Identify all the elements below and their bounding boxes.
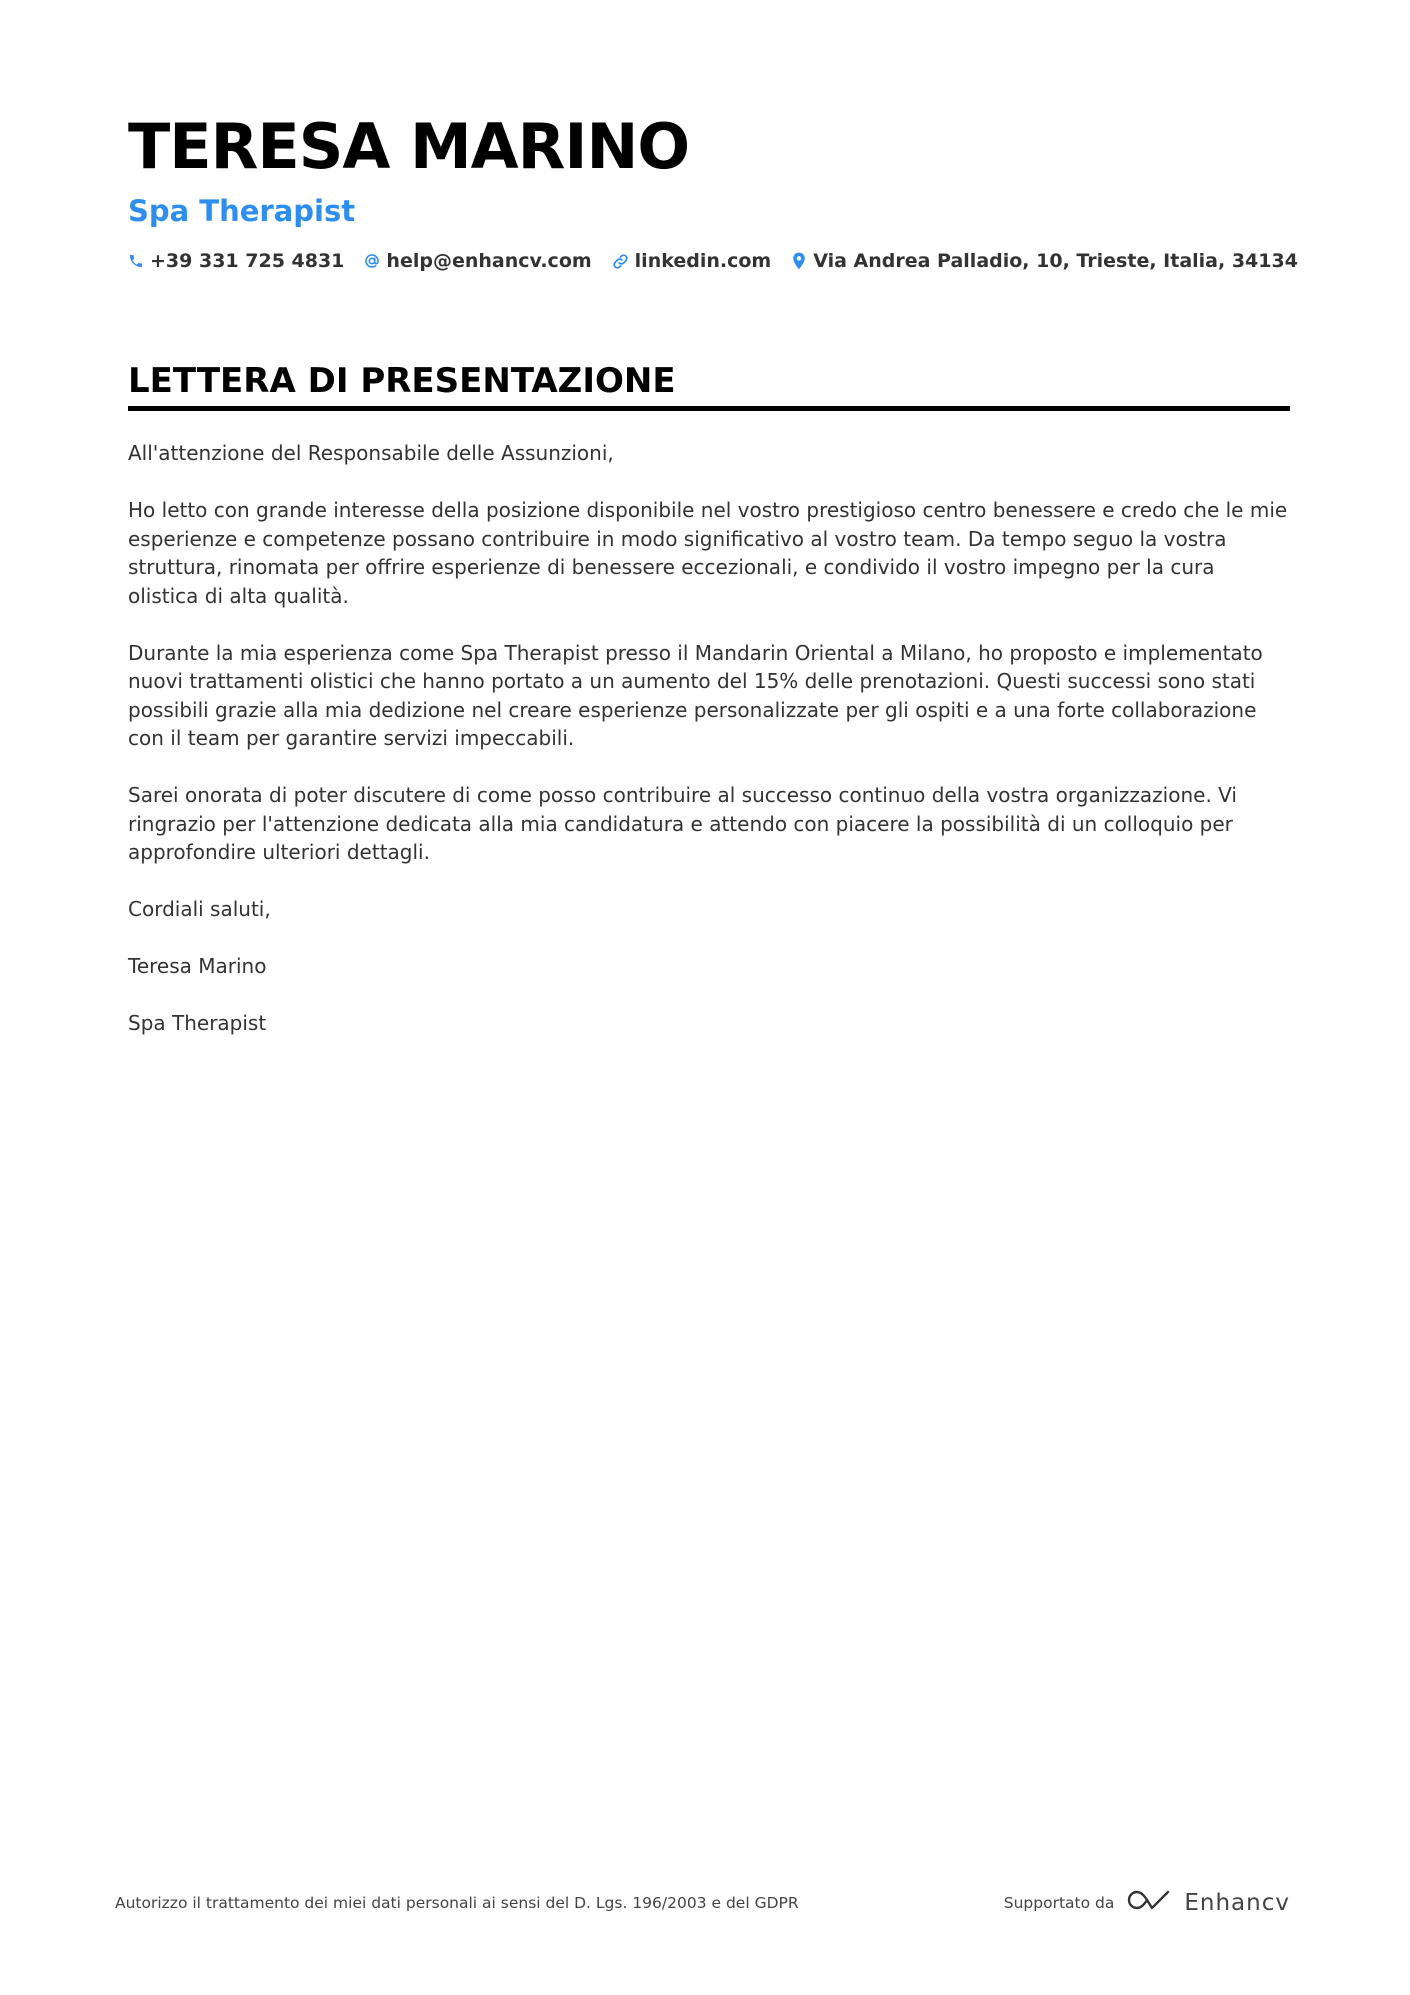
candidate-name: TERESA MARINO: [128, 110, 690, 183]
phone-icon: [128, 253, 144, 269]
consent-text: Autorizzo il trattamento dei miei dati personali ai sensi del D. Lgs. 196/2003 e del GDPR: [115, 1894, 799, 1912]
signature-name: Teresa Marino: [128, 954, 267, 978]
at-icon: [364, 253, 380, 269]
signature-role: Spa Therapist: [128, 1011, 267, 1035]
enhancv-brand[interactable]: [1126, 1888, 1290, 1918]
link-icon: [612, 253, 629, 270]
contact-address: [791, 250, 1298, 272]
contact-address-text: Via Andrea Palladio, 10, Trieste, Italia, 34134: [813, 250, 1298, 272]
letter-paragraph: Sarei onorata di poter discutere di come posso contribuire al successo continuo della vostra organizzazione. Vi ringrazio per l'attenzione dedicata alla mia candidatura e attendo con piacere la possibilità di un colloquio per approfondire ulteriori dettagli.: [128, 783, 1237, 864]
contact-phone-text: +39 331 725 4831: [150, 250, 345, 272]
page-footer: [115, 1888, 1290, 1918]
brand-name: Enhancv: [1184, 1890, 1290, 1916]
section-title: LETTERA DI PRESENTAZIONE: [128, 360, 1290, 411]
contact-phone[interactable]: [128, 250, 344, 272]
contact-linkedin-text: linkedin.com: [634, 250, 772, 272]
letter-closing: Cordiali saluti,: [128, 897, 271, 921]
letter-paragraph: Durante la mia esperienza come Spa Therapist presso il Mandarin Oriental a Milano, ho proposto e implementato nuovi trattamenti olistici che hanno portato a un aumento del 15% delle prenotazioni. Questi successi sono stati possibili grazie alla mia dedizione nel creare esperienze personalizzate per gli ospiti e a una forte collaborazione con il team per garantire servizi impeccabili.: [128, 640, 1263, 750]
cover-letter-page: [128, 110, 1298, 1066]
powered-by[interactable]: [1004, 1888, 1290, 1918]
powered-by-label: Supportato da: [1003, 1894, 1115, 1912]
candidate-role: Spa Therapist: [128, 194, 356, 228]
contact-bar: [128, 250, 1298, 272]
letter-body: [128, 439, 1290, 1038]
letter-salutation: All'attenzione del Responsabile delle Assunzioni,: [128, 441, 614, 465]
location-pin-icon: [791, 252, 807, 270]
contact-email[interactable]: [364, 250, 591, 272]
contact-email-text: help@enhancv.com: [386, 250, 592, 272]
letter-paragraph: Ho letto con grande interesse della posizione disponibile nel vostro prestigioso centro benessere e credo che le mie esperienze e competenze possano contribuire in modo significativo al vostro team. Da tempo seguo la vostra struttura, rinomata per offrire esperienze di benessere eccezionali, e condivido il vostro impegno per la cura olistica di alta qualità.: [128, 498, 1288, 608]
enhancv-logo-icon: [1126, 1888, 1172, 1918]
contact-linkedin[interactable]: [612, 250, 772, 272]
